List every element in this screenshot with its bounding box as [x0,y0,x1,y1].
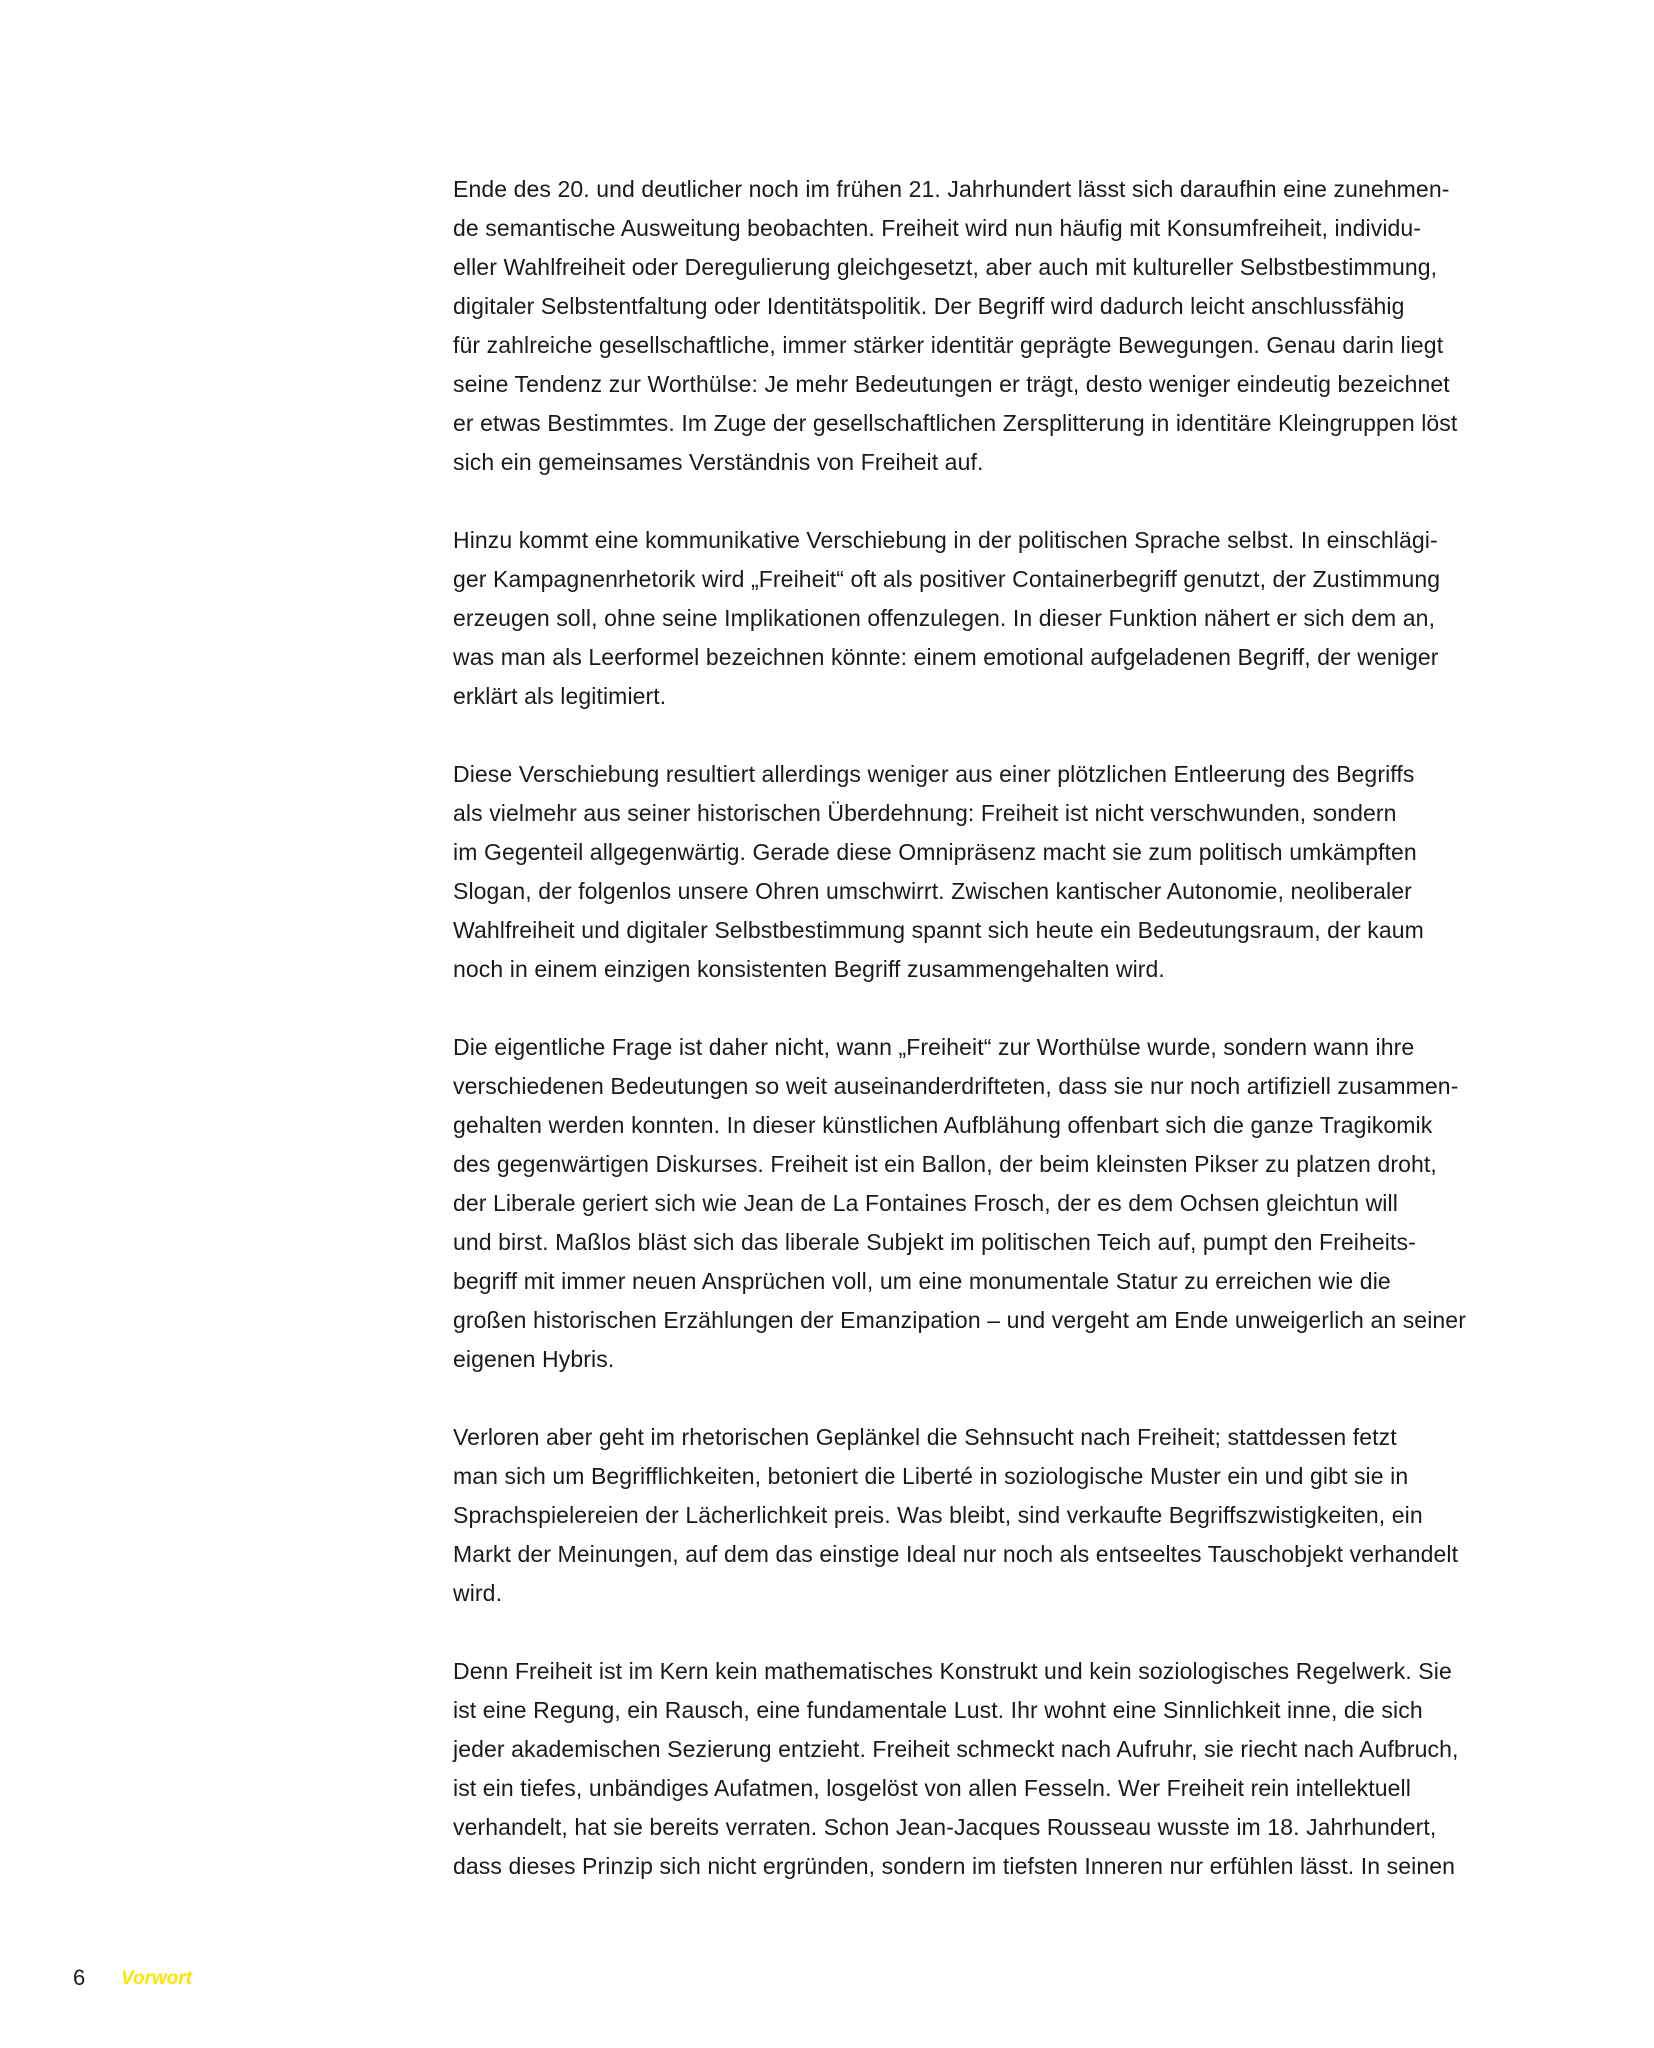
text-line: was man als Leerformel bezeichnen könnte: einem emotional aufgeladenen Begriff, der weniger [453,644,1439,670]
text-line: Diese Verschiebung resultiert allerdings weniger aus einer plötzlichen Entleerung des Begriffs [453,761,1415,787]
paragraph [453,170,1513,482]
text-line: dass dieses Prinzip sich nicht ergründen, sondern im tiefsten Inneren nur erfühlen lässt. In seinen [453,1853,1456,1879]
paragraph [453,521,1513,716]
text-line: Sprachspielereien der Lächerlichkeit preis. Was bleibt, sind verkaufte Begriffszwistigkeiten, ein [453,1502,1423,1528]
text-line: im Gegenteil allgegenwärtig. Gerade diese Omnipräsenz macht sie zum politisch umkämpften [453,839,1417,865]
section-name: Vorwort [121,1968,193,1989]
text-line: digitaler Selbstentfaltung oder Identitätspolitik. Der Begriff wird dadurch leicht anschlussfähig [453,293,1405,319]
text-line: gehalten werden konnten. In dieser künstlichen Aufblähung offenbart sich die ganze Tragikomik [453,1112,1433,1138]
page-number: 6 [73,1965,86,1990]
text-line: ist eine Regung, ein Rausch, eine fundamentale Lust. Ihr wohnt eine Sinnlichkeit inne, die sich [453,1697,1423,1723]
paragraph [453,1652,1513,1886]
text-line: begriff mit immer neuen Ansprüchen voll, um eine monumentale Statur zu erreichen wie die [453,1268,1391,1294]
text-line: Die eigentliche Frage ist daher nicht, wann „Freiheit“ zur Worthülse wurde, sondern wann ihre [453,1034,1415,1060]
paragraph [453,1418,1513,1613]
text-line: verhandelt, hat sie bereits verraten. Schon Jean-Jacques Rousseau wusste im 18. Jahrhundert, [453,1814,1437,1840]
text-line: Ende des 20. und deutlicher noch im frühen 21. Jahrhundert lässt sich daraufhin eine zunehmen- [453,176,1450,202]
text-line: erzeugen soll, ohne seine Implikationen offenzulegen. In dieser Funktion nähert er sich dem an, [453,605,1436,631]
text-line: sich ein gemeinsames Verständnis von Freiheit auf. [453,449,984,475]
text-line: des gegenwärtigen Diskurses. Freiheit ist ein Ballon, der beim kleinsten Pikser zu platzen droht, [453,1151,1437,1177]
text-line: noch in einem einzigen konsistenten Begriff zusammengehalten wird. [453,956,1165,982]
text-line: er etwas Bestimmtes. Im Zuge der gesellschaftlichen Zersplitterung in identitäre Kleingruppen löst [453,410,1458,436]
paragraph [453,755,1513,989]
text-line: ger Kampagnenrhetorik wird „Freiheit“ oft als positiver Containerbegriff genutzt, der Zustimmung [453,566,1441,592]
text-line: Markt der Meinungen, auf dem das einstige Ideal nur noch als entseeltes Tauschobjekt verhandelt [453,1541,1459,1567]
text-line: eigenen Hybris. [453,1346,615,1372]
text-line: de semantische Ausweitung beobachten. Freiheit wird nun häufig mit Konsumfreiheit, individu- [453,215,1422,241]
text-line: Slogan, der folgenlos unsere Ohren umschwirrt. Zwischen kantischer Autonomie, neoliberaler [453,878,1412,904]
text-line: als vielmehr aus seiner historischen Überdehnung: Freiheit ist nicht verschwunden, sondern [453,800,1397,826]
text-line: wird. [453,1580,503,1606]
text-line: verschiedenen Bedeutungen so weit auseinanderdrifteten, dass sie nur noch artifiziell zusammen- [453,1073,1459,1099]
text-line: und birst. Maßlos bläst sich das liberale Subjekt im politischen Teich auf, pumpt den Freiheits- [453,1229,1416,1255]
text-line: eller Wahlfreiheit oder Deregulierung gleichgesetzt, aber auch mit kultureller Selbstbestimmung, [453,254,1438,280]
text-line: Wahlfreiheit und digitaler Selbstbestimmung spannt sich heute ein Bedeutungsraum, der kaum [453,917,1424,943]
text-line: erklärt als legitimiert. [453,683,667,709]
body-text [453,170,1513,1925]
text-line: ist ein tiefes, unbändiges Aufatmen, losgelöst von allen Fesseln. Wer Freiheit rein intellektuell [453,1775,1411,1801]
paragraph [453,1028,1513,1379]
text-line: für zahlreiche gesellschaftliche, immer stärker identitär geprägte Bewegungen. Genau darin liegt [453,332,1444,358]
text-line: Verloren aber geht im rhetorischen Geplänkel die Sehnsucht nach Freiheit; stattdessen fetzt [453,1424,1397,1450]
text-line: Denn Freiheit ist im Kern kein mathematisches Konstrukt und kein soziologisches Regelwerk. Sie [453,1658,1452,1684]
text-line: seine Tendenz zur Worthülse: Je mehr Bedeutungen er trägt, desto weniger eindeutig bezeichnet [453,371,1450,397]
text-line: großen historischen Erzählungen der Emanzipation – und vergeht am Ende unweigerlich an seiner [453,1307,1466,1333]
text-line: man sich um Begrifflichkeiten, betoniert die Liberté in soziologische Muster ein und gibt sie in [453,1463,1409,1489]
text-line: jeder akademischen Sezierung entzieht. Freiheit schmeckt nach Aufruhr, sie riecht nach Aufbruch, [453,1736,1459,1762]
text-line: Hinzu kommt eine kommunikative Verschiebung in der politischen Sprache selbst. In einschlägi- [453,527,1438,553]
text-line: der Liberale geriert sich wie Jean de La Fontaines Frosch, der es dem Ochsen gleichtun will [453,1190,1398,1216]
